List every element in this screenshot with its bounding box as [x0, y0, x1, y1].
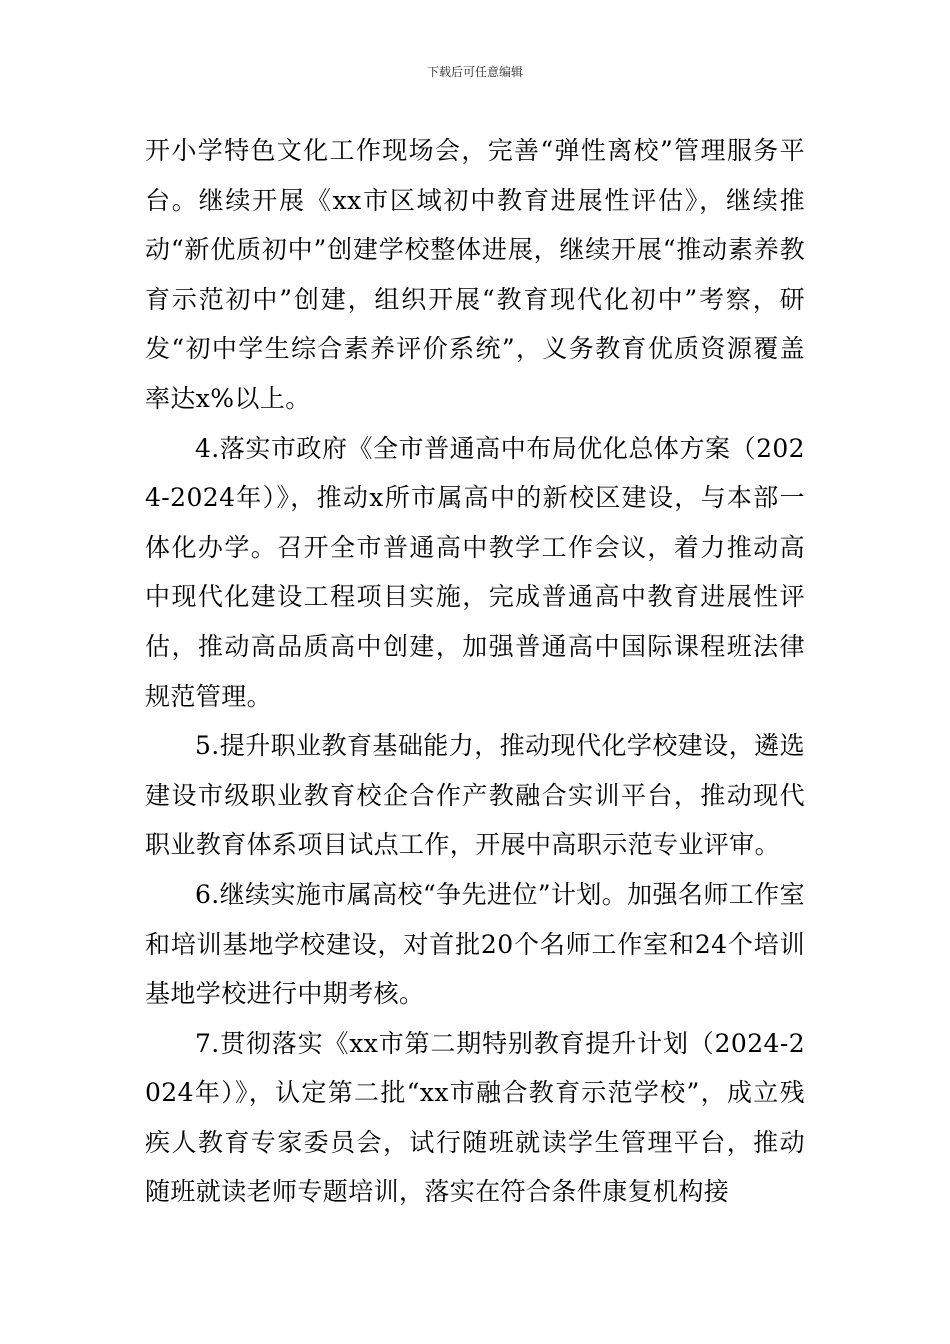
- paragraph-item-6: 6.继续实施市属高校“争先进位”计划。加强名师工作室和培训基地学校建设，对首批20个名师工作室和24个培训基地学校进行中期考核。: [145, 879, 805, 1009]
- paragraph-item-4: 4.落实市政府《全市普通高中布局优化总体方案（2024-2024年）》，推动x所市属高中的新校区建设，与本部一体化办学。召开全市普通高中教学工作会议，着力推动高中现代化建设工程项目实施，完成普通高中教育进展性评估，推动高品质高中创建，加强普通高中国际课程班法律规范管理。: [145, 433, 805, 711]
- document-body: [145, 126, 805, 1217]
- page-header-note: 下载后可任意编辑: [426, 65, 523, 79]
- paragraph-item-5: 5.提升职业教育基础能力，推动现代化学校建设，遴选建设市级职业教育校企合作产教融合实训平台，推动现代职业教育体系项目试点工作，开展中高职示范专业评审。: [145, 731, 805, 860]
- paragraph-continued: 开小学特色文化工作现场会，完善“弹性离校”管理服务平台。继续开展《xx市区域初中教育进展性评估》，继续推动“新优质初中”创建学校整体进展，继续开展“推动素养教育示范初中”创建，组织开展“教育现代化初中”考察，研发“初中学生综合素养评价系统”，义务教育优质资源覆盖率达x%以上。: [145, 136, 805, 413]
- paragraph-item-7: 7.贯彻落实《xx市第二期特别教育提升计划（2024-2024年）》，认定第二批“xx市融合教育示范学校”，成立残疾人教育专家委员会，试行随班就读学生管理平台，推动随班就读老师专题培训，落实在符合条件康复机构接: [145, 1028, 805, 1207]
